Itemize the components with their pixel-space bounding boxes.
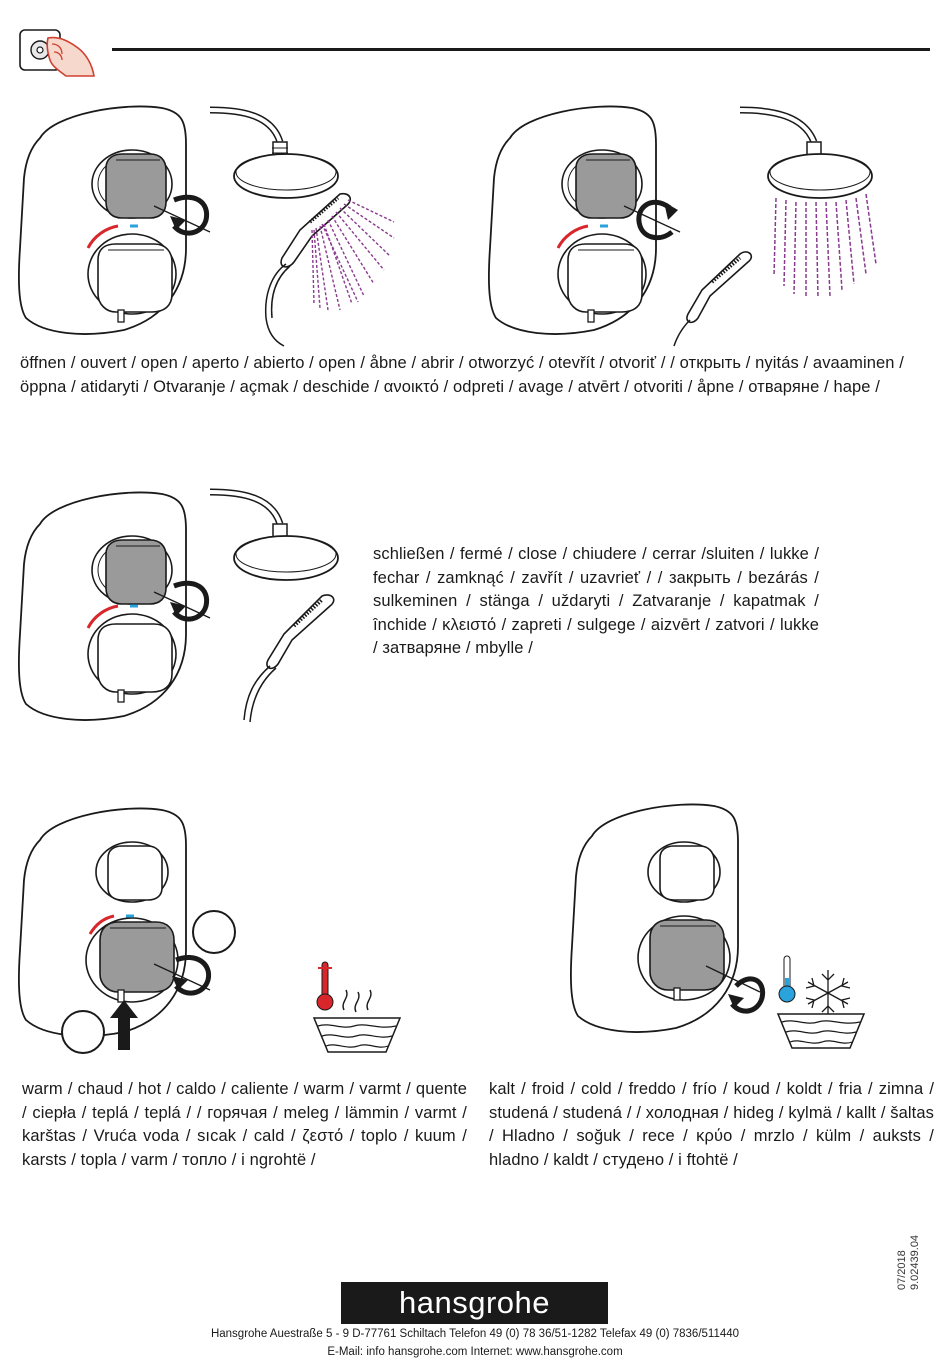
diagram-open-handshower <box>14 98 394 346</box>
footer-address: Hansgrohe Auestraße 5 - 9 D-77761 Schiltach Telefon 49 (0) 78 36/51-1282 Telefax 49 (0) 7836/511440 <box>210 1328 740 1340</box>
instruction-cold: kalt / froid / cold / freddo / frío / koud / koldt / fria / zimna / studená / studená / / холодная / hideg / kylmä / kallt / šaltas / Hladno / soğuk / rece / κρύο / mrzlo / külm / auksts / hladno / kaldt / студено / i ftohtë / <box>489 1080 934 1169</box>
brand-logo: hansgrohe <box>341 1282 608 1324</box>
document-number: 9.02439.04 <box>909 1234 921 1290</box>
diagram-open-overhead <box>484 98 904 346</box>
instruction-open: öffnen / ouvert / open / aperto / abierto / open / åbne / abrir / otworzyć / otevřít / otvoriť / / открыть / nyitás / avaaminen / öppna / atidaryti / Otvaranje / açmak / deschide / ανοικτό / odpreti / avage / atvērt / otvoriti / åpne / отваряне / hape / <box>20 354 904 396</box>
instruction-close: schließen / fermé / close / chiudere / cerrar /sluiten / lukke / fechar / zamknąć / zavřít / uzavrieť / / закрыть / bezárás / sulkeminen / stänga / uždaryti / Zatvaranje / kapatmak / închide / κλειστό / zapreti / sulgege / aizvērt / zatvori / lukke / затваряне / mbylle / <box>373 545 819 657</box>
document-code <box>896 1220 932 1290</box>
diagram-cold <box>566 796 896 1058</box>
instruction-warm: warm / chaud / hot / caldo / caliente / warm / varmt / quente / ciepła / teplá / teplá / / горячая / meleg / lämmin / varmt / karštas / Vruća voda / sıcak / cald / ζεστό / toplo / kuum / karsts / topla / varm / топло / i ngrohtë / <box>22 1080 467 1169</box>
footer-contact: E-Mail: info hansgrohe.com Internet: www.hansgrohe.com <box>327 1346 623 1358</box>
document-date: 07/2018 <box>896 1250 908 1290</box>
hand-turning-knob-icon <box>18 26 96 78</box>
header-rule <box>112 48 930 51</box>
diagram-close <box>14 484 374 724</box>
diagram-warm <box>14 800 434 1060</box>
